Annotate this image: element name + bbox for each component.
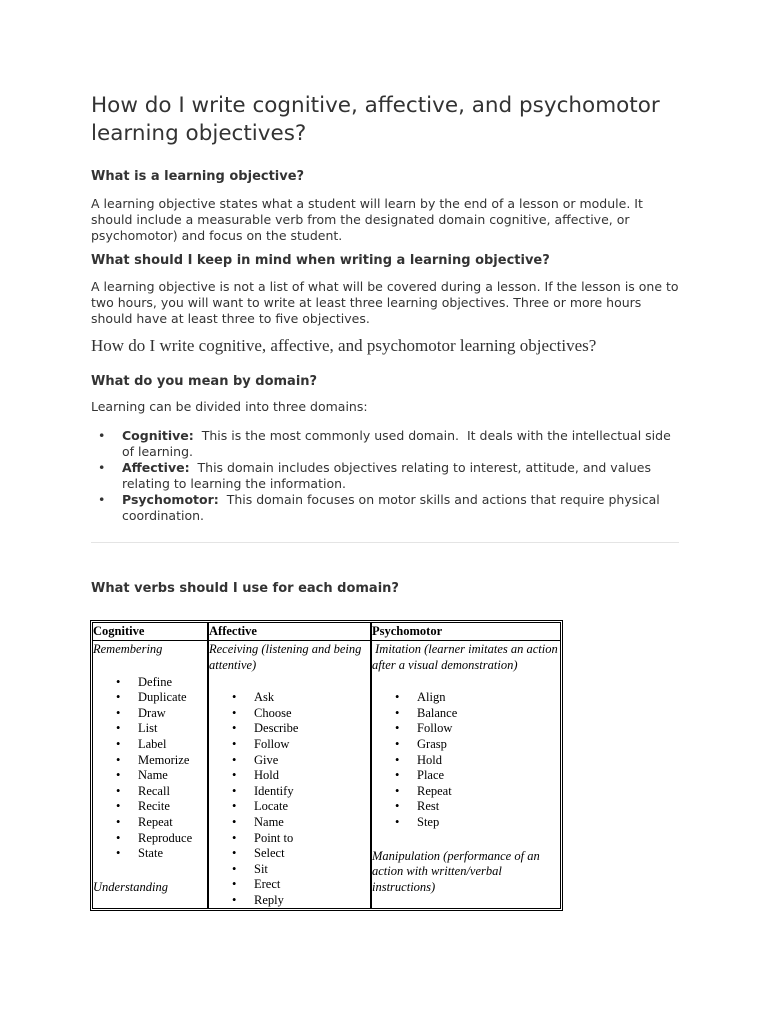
- list-item: • Recite: [93, 799, 206, 815]
- paragraph-learning-objective: A learning objective states what a student will learn by the end of a lesson or module. It should include a measurable verb from the designated domain cognitive, affective, or psychomotor) and focus on the student.: [91, 196, 643, 243]
- page-title: How do I write cognitive, affective, and psychomotor learning objectives?: [91, 93, 660, 146]
- list-item: • Ask: [209, 690, 372, 706]
- table-header-affective: Affective: [209, 624, 257, 638]
- domain-desc-cognitive: This is the most commonly used domain. It deals with the intellectual side of learning.: [122, 428, 675, 459]
- domain-list: [91, 428, 681, 524]
- psychomotor-level-imitation: Imitation (learner imitates an action after a visual demonstration): [372, 642, 561, 672]
- list-item: • Align: [372, 690, 562, 706]
- list-item: • Define: [93, 675, 206, 691]
- list-item: • Hold: [372, 753, 562, 769]
- paragraph-domain-intro: Learning can be divided into three domains:: [91, 399, 368, 414]
- list-item: • Label: [93, 737, 206, 753]
- list-item: • Give: [209, 753, 372, 769]
- domain-term-psychomotor: Psychomotor:: [122, 492, 219, 507]
- list-item: • Name: [93, 768, 206, 784]
- verbs-table-inner: [92, 622, 561, 909]
- list-item: • Duplicate: [93, 690, 206, 706]
- list-item: • Grasp: [372, 737, 562, 753]
- column-psychomotor: [370, 623, 562, 908]
- list-item: • Sit: [209, 862, 372, 878]
- column-cognitive: [93, 623, 206, 908]
- list-item: • Point to: [209, 831, 372, 847]
- document-page: [91, 92, 681, 597]
- list-item: • List: [93, 721, 206, 737]
- list-item: • Choose: [209, 706, 372, 722]
- domain-term-affective: Affective:: [122, 460, 190, 475]
- table-header-cognitive: Cognitive: [93, 624, 145, 638]
- list-item: • Erect: [209, 877, 372, 893]
- paragraph-keep-in-mind: A learning objective is not a list of what will be covered during a lesson. If the lesson is one to two hours, you will want to write at least three learning objectives. Three or more hours should have at least three to five objectives.: [91, 279, 679, 326]
- cognitive-verb-list: [93, 675, 206, 862]
- psychomotor-verb-list: [372, 690, 562, 830]
- psychomotor-level-manipulation: Manipulation (performance of an action with written/verbal instructions): [372, 848, 540, 894]
- list-item: • Place: [372, 768, 562, 784]
- affective-verb-list: [209, 690, 372, 908]
- list-item: [122, 492, 681, 524]
- serif-subheading: How do I write cognitive, affective, and psychomotor learning objectives?: [91, 336, 597, 355]
- list-item: • Locate: [209, 799, 372, 815]
- divider: [91, 542, 679, 543]
- domain-term-cognitive: Cognitive:: [122, 428, 194, 443]
- list-item: • Step: [372, 815, 562, 831]
- list-item: • Name: [209, 815, 372, 831]
- list-item: [122, 428, 681, 460]
- list-item: • Identify: [209, 784, 372, 800]
- list-item: [122, 460, 681, 492]
- question-heading-verbs: What verbs should I use for each domain?: [91, 581, 399, 596]
- list-item: • Describe: [209, 721, 372, 737]
- list-item: • Balance: [372, 706, 562, 722]
- question-heading-learning-objective: What is a learning objective?: [91, 169, 305, 184]
- question-heading-domain: What do you mean by domain?: [91, 374, 318, 389]
- cognitive-level-understanding: Understanding: [93, 879, 168, 894]
- list-item: • Hold: [209, 768, 372, 784]
- verbs-table: [90, 620, 563, 911]
- column-affective: [207, 623, 372, 908]
- list-item: • Reproduce: [93, 831, 206, 847]
- table-header-psychomotor: Psychomotor: [372, 624, 443, 638]
- list-item: • Repeat: [372, 784, 562, 800]
- cognitive-level-remembering: Remembering: [93, 642, 163, 656]
- affective-level-receiving: Receiving (listening and being attentive): [209, 642, 362, 672]
- list-item: • State: [93, 846, 206, 862]
- question-heading-keep-in-mind: What should I keep in mind when writing a learning objective?: [91, 253, 550, 268]
- list-item: • Repeat: [93, 815, 206, 831]
- list-item: • Recall: [93, 784, 206, 800]
- list-item: • Memorize: [93, 753, 206, 769]
- list-item: • Select: [209, 846, 372, 862]
- list-item: • Follow: [209, 737, 372, 753]
- list-item: • Follow: [372, 721, 562, 737]
- list-item: • Draw: [93, 706, 206, 722]
- list-item: • Rest: [372, 799, 562, 815]
- domain-desc-psychomotor: This domain focuses on motor skills and actions that require physical coordination.: [122, 492, 664, 523]
- list-item: • Reply: [209, 893, 372, 909]
- domain-desc-affective: This domain includes objectives relating to interest, attitude, and values relating to learning the information.: [122, 460, 655, 491]
